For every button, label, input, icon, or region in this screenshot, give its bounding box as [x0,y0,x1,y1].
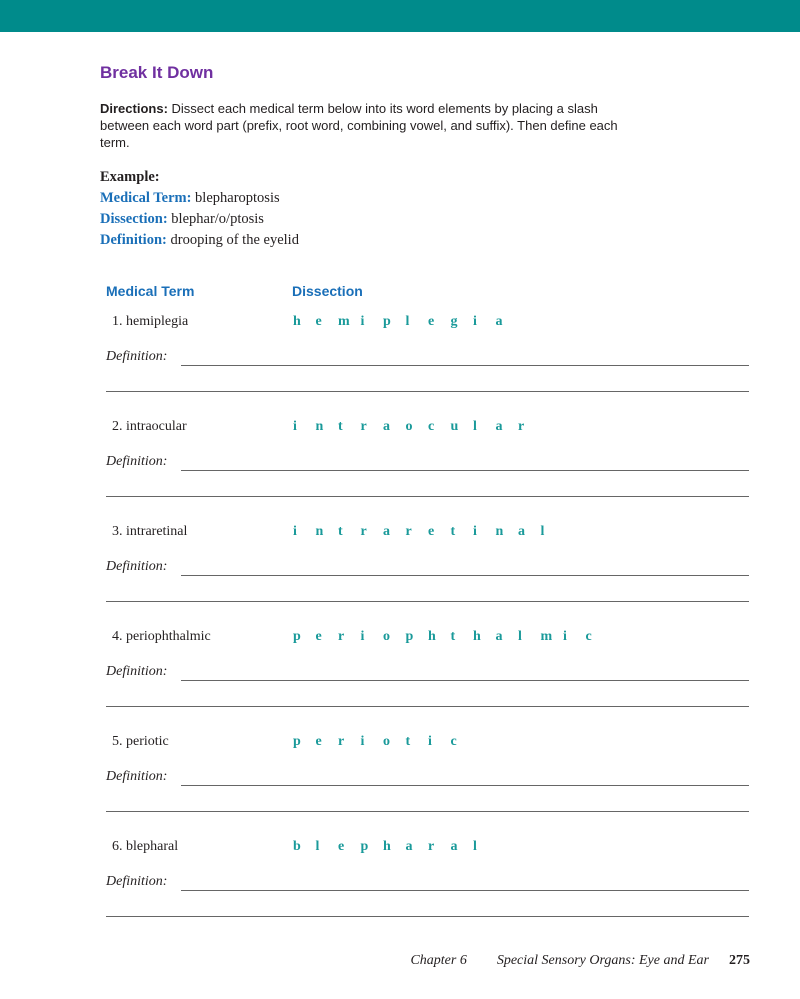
definition-line[interactable] [181,785,749,786]
dissection-letters[interactable] [293,629,608,645]
dissection-letter[interactable]: a [495,629,503,644]
definition-line-2[interactable] [106,706,749,707]
dissection-letter[interactable]: l [473,419,477,434]
example-heading: Example: [100,169,160,185]
dissection-letter[interactable]: r [405,524,412,539]
medical-term: 2. intraocular [112,419,187,434]
footer-chapter: Chapter 6 [410,953,467,968]
example-term: blepharoptosis [191,190,280,206]
definition-line[interactable] [181,680,749,681]
dissection-letter[interactable]: e [428,314,435,329]
term-entry [0,314,800,419]
dissection-letter[interactable]: h [473,629,481,644]
dissection-letter[interactable]: h [428,629,436,644]
example-definition-label: Definition: [100,232,167,248]
dissection-letter[interactable]: l [405,314,410,329]
dissection-letter[interactable]: a [450,839,458,854]
dissection-letter[interactable]: m [540,629,553,644]
dissection-letters[interactable] [293,839,496,855]
medical-term: 3. intraretinal [112,524,188,539]
term-entry [0,524,800,629]
definition-label: Definition: [106,769,168,784]
footer-section: Special Sensory Organs: Eye and Ear [496,953,709,968]
dissection-letter[interactable]: c [428,419,435,434]
definition-line[interactable] [181,890,749,891]
example-definition: drooping of the eyelid [166,232,299,248]
directions-text: Dissect each medical term below into its word elements by placing a slash between each word part (prefix, root word, combining vowel, and suffix). Then define each term. [100,101,618,150]
dissection-letter[interactable]: r [338,629,345,644]
dissection-letter[interactable]: p [405,629,414,644]
term-entry [0,419,800,524]
example-dissection-label: Dissection: [100,211,168,227]
definition-line-2[interactable] [106,916,749,917]
header-dissection: Dissection [292,283,363,299]
dissection-letter[interactable]: e [338,839,345,854]
dissection-letter[interactable]: a [405,839,413,854]
dissection-letter[interactable]: a [518,524,525,539]
dissection-letter[interactable]: e [315,629,322,644]
footer [380,953,750,969]
dissection-letter[interactable]: i [360,734,365,749]
dissection-letter[interactable]: a [383,524,390,539]
dissection-letter[interactable]: e [428,524,435,539]
dissection-letter[interactable]: n [315,524,324,539]
dissection-letter[interactable]: l [540,524,545,539]
example-term-label: Medical Term: [100,190,192,206]
dissection-letters[interactable] [293,314,518,330]
dissection-letter[interactable]: i [293,419,297,434]
dissection-letter[interactable]: b [293,839,301,854]
dissection-letter[interactable]: i [473,524,477,539]
definition-label: Definition: [106,454,168,469]
dissection-letter[interactable]: u [450,419,459,434]
dissection-letters[interactable] [293,734,473,750]
dissection-letter[interactable]: i [360,629,365,644]
top-banner [0,0,800,32]
definition-label: Definition: [106,349,168,364]
page-title: Break It Down [100,63,214,82]
dissection-letter[interactable]: p [293,734,301,749]
dissection-letter[interactable]: r [360,524,367,539]
definition-line-2[interactable] [106,496,749,497]
dissection-letter[interactable]: r [360,419,367,434]
medical-term: 4. periophthalmic [112,629,211,644]
term-entry [0,839,800,944]
dissection-letter[interactable]: t [338,524,343,539]
dissection-letter[interactable]: i [360,314,365,329]
dissection-letter[interactable]: r [518,419,525,434]
definition-line[interactable] [181,470,749,471]
dissection-letter[interactable]: t [405,734,411,749]
dissection-letter[interactable]: p [383,314,391,329]
dissection-letter[interactable]: i [293,524,297,539]
dissection-letter[interactable]: o [383,629,390,644]
medical-term: 5. periotic [112,734,169,749]
dissection-letter[interactable]: n [315,419,324,434]
dissection-letter[interactable]: n [495,524,504,539]
dissection-letter[interactable]: t [450,629,456,644]
dissection-letter[interactable]: i [473,314,477,329]
page-number: 275 [729,953,750,968]
dissection-letter[interactable]: e [315,734,322,749]
directions-label: Directions: [100,101,168,116]
definition-label: Definition: [106,874,168,889]
header-medical-term: Medical Term [106,283,195,299]
dissection-letters[interactable] [293,524,563,540]
dissection-letter[interactable]: o [405,419,413,434]
dissection-letter[interactable]: h [293,314,301,329]
dissection-letter[interactable]: c [585,629,592,644]
example-dissection: blephar/o/ptosis [167,211,264,227]
directions [100,100,620,151]
medical-term: 1. hemiplegia [112,314,189,329]
definition-line-2[interactable] [106,391,749,392]
dissection-letters[interactable] [293,419,541,435]
dissection-letter[interactable]: l [473,839,477,854]
dissection-letter[interactable]: p [293,629,301,644]
definition-label: Definition: [106,664,168,679]
dissection-letter[interactable]: t [338,419,343,434]
definition-line-2[interactable] [106,601,749,602]
dissection-letter[interactable]: i [563,629,567,644]
dissection-letter[interactable]: a [383,419,390,434]
term-entry [0,734,800,839]
dissection-letter[interactable]: p [360,839,369,854]
term-entry [0,629,800,734]
definition-line[interactable] [181,365,749,366]
dissection-letter[interactable]: i [428,734,432,749]
dissection-letter[interactable]: m [338,314,350,329]
dissection-letter[interactable]: o [383,734,390,749]
dissection-letter[interactable]: l [315,839,320,854]
dissection-letter[interactable]: e [315,314,322,329]
dissection-letter[interactable]: h [383,839,391,854]
dissection-letter[interactable]: t [450,524,456,539]
dissection-letter[interactable]: l [518,629,522,644]
dissection-letter[interactable]: r [338,734,345,749]
definition-line-2[interactable] [106,811,749,812]
dissection-letter[interactable]: a [495,314,503,329]
medical-term: 6. blepharal [112,839,179,854]
example [100,167,299,251]
dissection-letter[interactable]: a [495,419,503,434]
definition-line[interactable] [181,575,749,576]
dissection-letter[interactable]: g [450,314,458,329]
dissection-letter[interactable]: c [450,734,457,749]
dissection-letter[interactable]: r [428,839,435,854]
definition-label: Definition: [106,559,168,574]
